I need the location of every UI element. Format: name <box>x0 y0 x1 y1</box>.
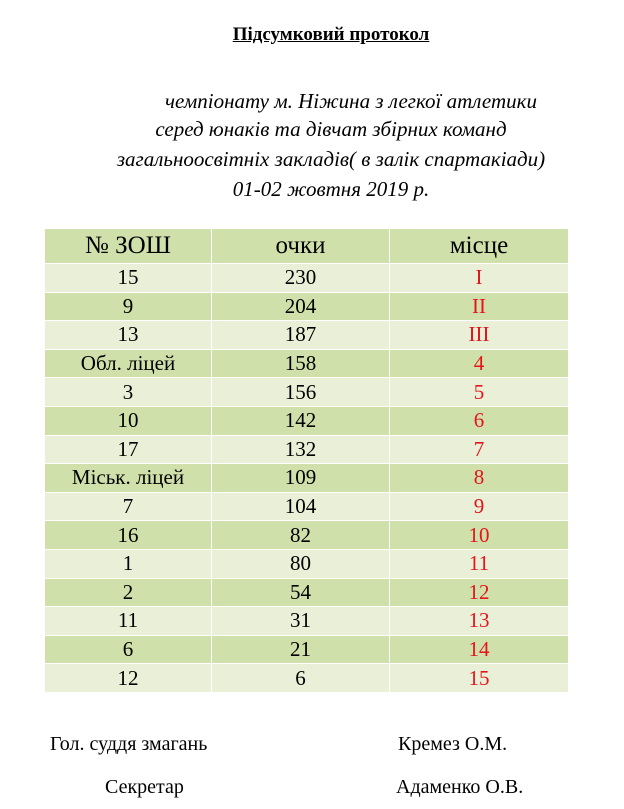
cell-points: 21 <box>212 635 390 664</box>
cell-points: 158 <box>212 349 390 378</box>
secretary-name: Адаменко О.В. <box>396 776 524 798</box>
results-table <box>44 228 569 693</box>
cell-place: 6 <box>390 406 569 435</box>
subtitle-line-2: серед юнаків та дівчат збірних команд <box>155 117 507 141</box>
secretary-role: Секретар <box>105 776 184 798</box>
cell-place: III <box>390 321 569 350</box>
cell-place: 10 <box>390 521 569 550</box>
cell-points: 142 <box>212 406 390 435</box>
cell-points: 6 <box>212 664 390 693</box>
cell-place: 13 <box>390 607 569 636</box>
table-row <box>45 264 569 293</box>
table-row <box>45 492 569 521</box>
cell-place: 12 <box>390 578 569 607</box>
cell-points: 80 <box>212 549 390 578</box>
page-title: Підсумковий протокол <box>232 24 430 45</box>
cell-school: 13 <box>45 321 212 350</box>
cell-points: 31 <box>212 607 390 636</box>
cell-place: I <box>390 264 569 293</box>
cell-points: 82 <box>212 521 390 550</box>
judge-name: Кремез О.М. <box>398 733 508 755</box>
cell-school: 11 <box>45 607 212 636</box>
cell-points: 204 <box>212 292 390 321</box>
cell-points: 104 <box>212 492 390 521</box>
cell-points: 132 <box>212 435 390 464</box>
subtitle-line-3: загальноосвітніх закладів( в залік спартакіади) <box>116 147 546 171</box>
table-header-row <box>45 229 569 264</box>
table-row <box>45 635 569 664</box>
table-row <box>45 464 569 493</box>
cell-place: 14 <box>390 635 569 664</box>
cell-school: 16 <box>45 521 212 550</box>
cell-school: 17 <box>45 435 212 464</box>
table-row <box>45 549 569 578</box>
header-points: очки <box>212 229 390 264</box>
cell-points: 109 <box>212 464 390 493</box>
subtitle-line-1: чемпіонату м. Ніжина з легкої атлетики <box>165 89 537 113</box>
cell-points: 54 <box>212 578 390 607</box>
cell-school: 9 <box>45 292 212 321</box>
cell-place: 8 <box>390 464 569 493</box>
cell-place: 9 <box>390 492 569 521</box>
subtitle-date: 01-02 жовтня 2019 р. <box>232 177 430 201</box>
table-row <box>45 521 569 550</box>
cell-place: 15 <box>390 664 569 693</box>
judge-role: Гол. суддя змагань <box>50 733 208 755</box>
cell-place: 7 <box>390 435 569 464</box>
cell-school: 2 <box>45 578 212 607</box>
table-row <box>45 607 569 636</box>
table-row <box>45 321 569 350</box>
table-row <box>45 664 569 693</box>
cell-points: 187 <box>212 321 390 350</box>
cell-place: 4 <box>390 349 569 378</box>
cell-place: 5 <box>390 378 569 407</box>
cell-school: 3 <box>45 378 212 407</box>
cell-points: 156 <box>212 378 390 407</box>
table-row <box>45 406 569 435</box>
table-row <box>45 435 569 464</box>
table-row <box>45 378 569 407</box>
cell-points: 230 <box>212 264 390 293</box>
cell-school: Міськ. ліцей <box>45 464 212 493</box>
table-row <box>45 349 569 378</box>
cell-school: 10 <box>45 406 212 435</box>
cell-place: II <box>390 292 569 321</box>
cell-school: 7 <box>45 492 212 521</box>
cell-school: 1 <box>45 549 212 578</box>
cell-place: 11 <box>390 549 569 578</box>
table-row <box>45 578 569 607</box>
header-school: № ЗОШ <box>45 229 212 264</box>
cell-school: 6 <box>45 635 212 664</box>
header-place: місце <box>390 229 569 264</box>
cell-school: Обл. ліцей <box>45 349 212 378</box>
cell-school: 15 <box>45 264 212 293</box>
cell-school: 12 <box>45 664 212 693</box>
table-row <box>45 292 569 321</box>
